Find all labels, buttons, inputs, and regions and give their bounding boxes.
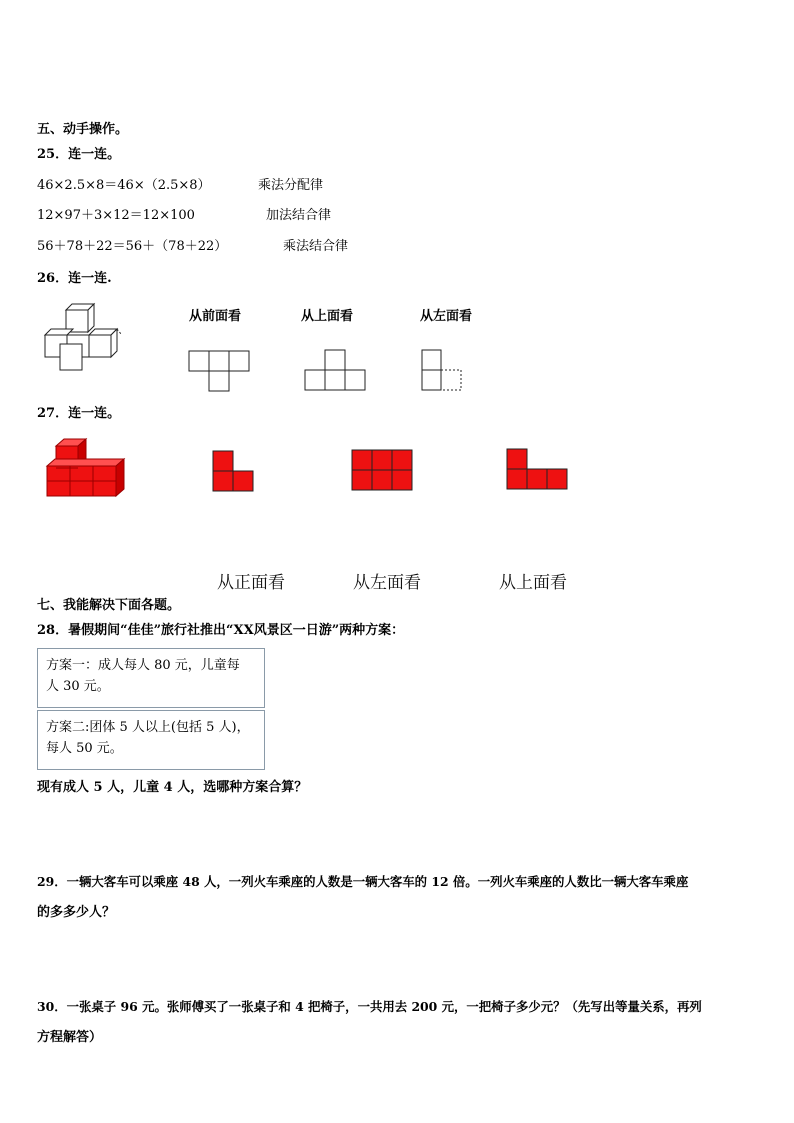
- section-heading-7: 七、我能解决下面各题。: [37, 598, 181, 613]
- q26-view-shape-2: [304, 349, 366, 391]
- q27-red-cube-figure: [46, 438, 126, 497]
- q25-equation-3: 56＋78＋22＝56＋（78＋22）: [37, 239, 228, 254]
- q27-view-shape-3: [506, 448, 568, 490]
- q26-cube-figure: [42, 304, 127, 372]
- q25-law-3: 乘法结合律: [283, 239, 349, 254]
- q27-caption-front: 从正面看: [217, 573, 285, 593]
- question-29-line-2: 的多多少人？: [37, 905, 116, 920]
- question-29-line-1: 29．一辆大客车可以乘座 48 人，一列火车乘座的人数是一辆大客车的 12 倍。一列火车乘座的人数比一辆大客车乘座: [37, 874, 689, 889]
- section-heading-5: 五、动手操作。: [37, 122, 129, 137]
- q27-caption-top: 从上面看: [499, 573, 567, 593]
- question-28-text: 28．暑假期间“佳佳”旅行社推出“XX风景区一日游”两种方案：: [37, 623, 405, 638]
- plan-2-line-1: 方案二:团体 5 人以上(包括 5 人)，: [46, 720, 250, 735]
- q26-view-shape-1: [188, 350, 250, 392]
- q26-view-label-left: 从左面看: [420, 309, 473, 324]
- q26-view-label-top: 从上面看: [301, 309, 354, 324]
- q26-view-shape-3: [421, 349, 463, 391]
- q26-view-label-front: 从前面看: [189, 309, 242, 324]
- question-28-prompt: 现有成人 5 人，儿童 4 人，选哪种方案合算？: [37, 780, 308, 795]
- q25-equation-2: 12×97＋3×12＝12×100: [37, 208, 195, 223]
- q25-law-2: 加法结合律: [266, 208, 332, 223]
- q25-equation-1: 46×2.5×8＝46×（2.5×8）: [37, 178, 211, 193]
- question-27-title: 27．连一连。: [37, 406, 121, 421]
- plan-2-line-2: 每人 50 元。: [46, 741, 123, 756]
- plan-1-box: [37, 648, 265, 708]
- question-30-line-1: 30．一张桌子 96 元。张师傅买了一张桌子和 4 把椅子，一共用去 200 元，一把椅子多少元？（先写出等量关系，再列: [37, 999, 702, 1014]
- plan-1-line-2: 人 30 元。: [46, 679, 110, 694]
- question-26-title: 26．连一连.: [37, 271, 112, 286]
- question-25-title: 25．连一连。: [37, 147, 121, 162]
- q25-law-1: 乘法分配律: [258, 178, 324, 193]
- question-30-line-2: 方程解答）: [37, 1030, 103, 1045]
- plan-1-line-1: 方案一：成人每人 80 元，儿童每: [46, 658, 240, 673]
- q27-view-shape-2: [351, 449, 413, 491]
- q27-view-shape-1: [212, 450, 254, 492]
- q27-caption-left: 从左面看: [353, 573, 421, 593]
- plan-2-box: [37, 710, 265, 770]
